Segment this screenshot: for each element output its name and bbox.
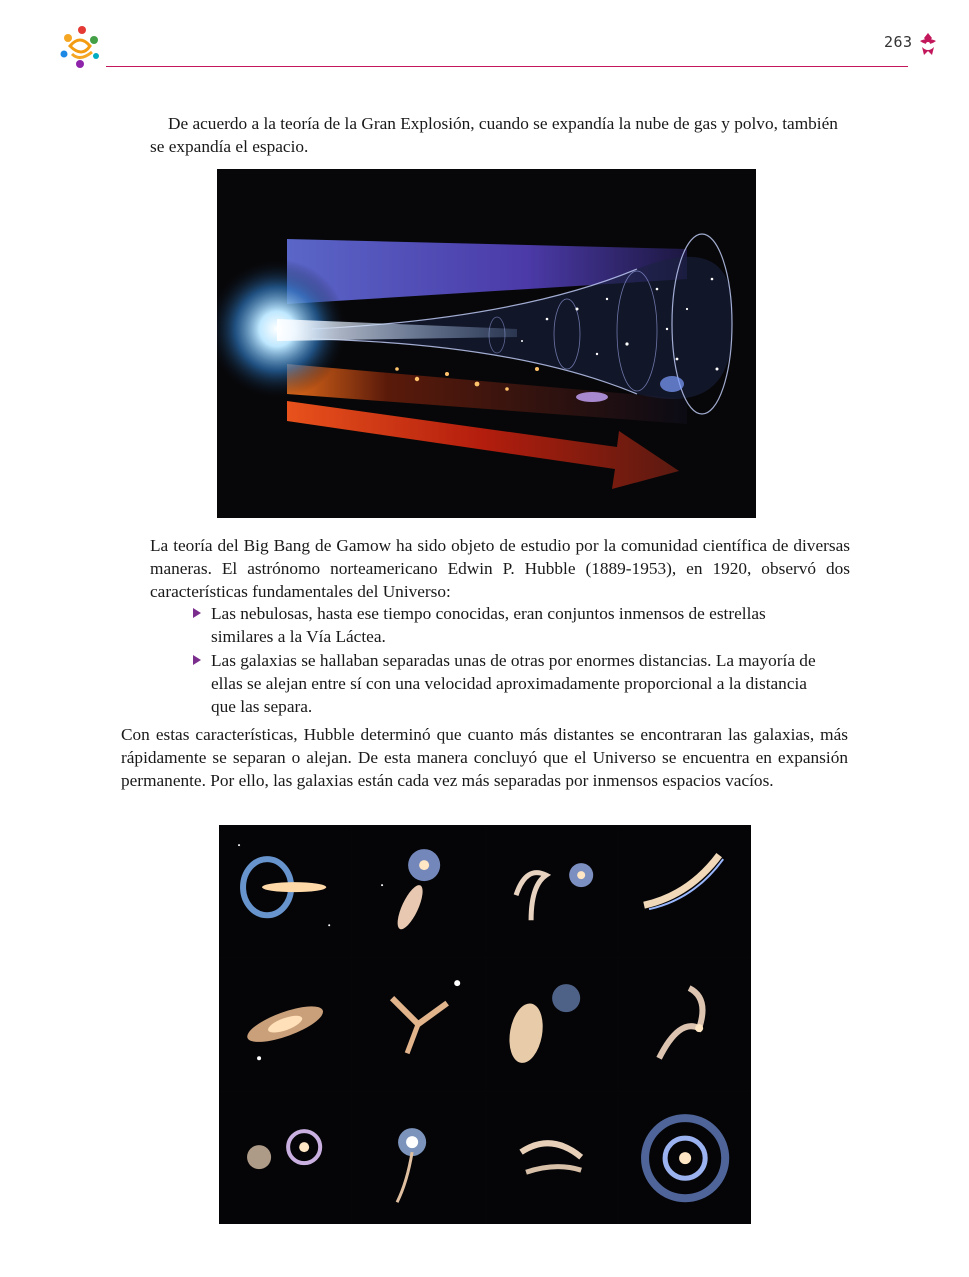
galaxy-tile [619, 825, 751, 957]
list-item [192, 602, 832, 648]
publisher-logo-icon [56, 24, 104, 70]
flower-ornament-icon [917, 31, 939, 57]
bullet-text: Las nebulosas, hasta ese tiempo conocidas, eran conjuntos inmensos de estrellas similares a la Vía Láctea. [211, 604, 766, 646]
galaxy-tile [486, 825, 618, 957]
page-number: 263 [884, 33, 913, 51]
galaxy-tile [352, 1092, 484, 1224]
bullet-text: Las galaxias se hallaban separadas unas de otras por enormes distancias. La mayoría de ellas se alejan entre sí con una velocidad aproximadamente proporcional a la distancia que las separa. [211, 651, 816, 716]
big-bang-expansion-image [217, 169, 756, 518]
galaxy-tile [486, 958, 618, 1090]
list-item [192, 649, 832, 718]
galaxy-tile [619, 1092, 751, 1224]
galaxy-tile [352, 825, 484, 957]
interacting-galaxies-image [219, 825, 751, 1224]
gamow-paragraph: La teoría del Big Bang de Gamow ha sido objeto de estudio por la comunidad científica de diversas maneras. El astrónomo norteamericano Edwin P. Hubble (1889-1953), en 1920, observó dos características fundamentales del Universo: [150, 536, 850, 601]
triangle-bullet-icon [193, 655, 201, 665]
intro-paragraph: De acuerdo a la teoría de la Gran Explosión, cuando se expandía la nube de gas y polvo, también se expandía el espacio. [150, 114, 838, 156]
hubble-observations-list [192, 602, 832, 718]
galaxy-tile [219, 825, 351, 957]
galaxy-tile [219, 958, 351, 1090]
galaxy-tile [219, 1092, 351, 1224]
galaxy-tile [486, 1092, 618, 1224]
galaxy-tile [352, 958, 484, 1090]
conclusion-paragraph: Con estas características, Hubble determinó que cuanto más distantes se encontraran las galaxias, más rápidamente se separan o alejan. De esta manera concluyó que el Universo se encuentra en expansión permanente. Por ello, las galaxias están cada vez más separadas por inmensos espacios vacíos. [121, 725, 848, 790]
galaxy-tile [619, 958, 751, 1090]
header-rule [106, 66, 908, 67]
triangle-bullet-icon [193, 608, 201, 618]
